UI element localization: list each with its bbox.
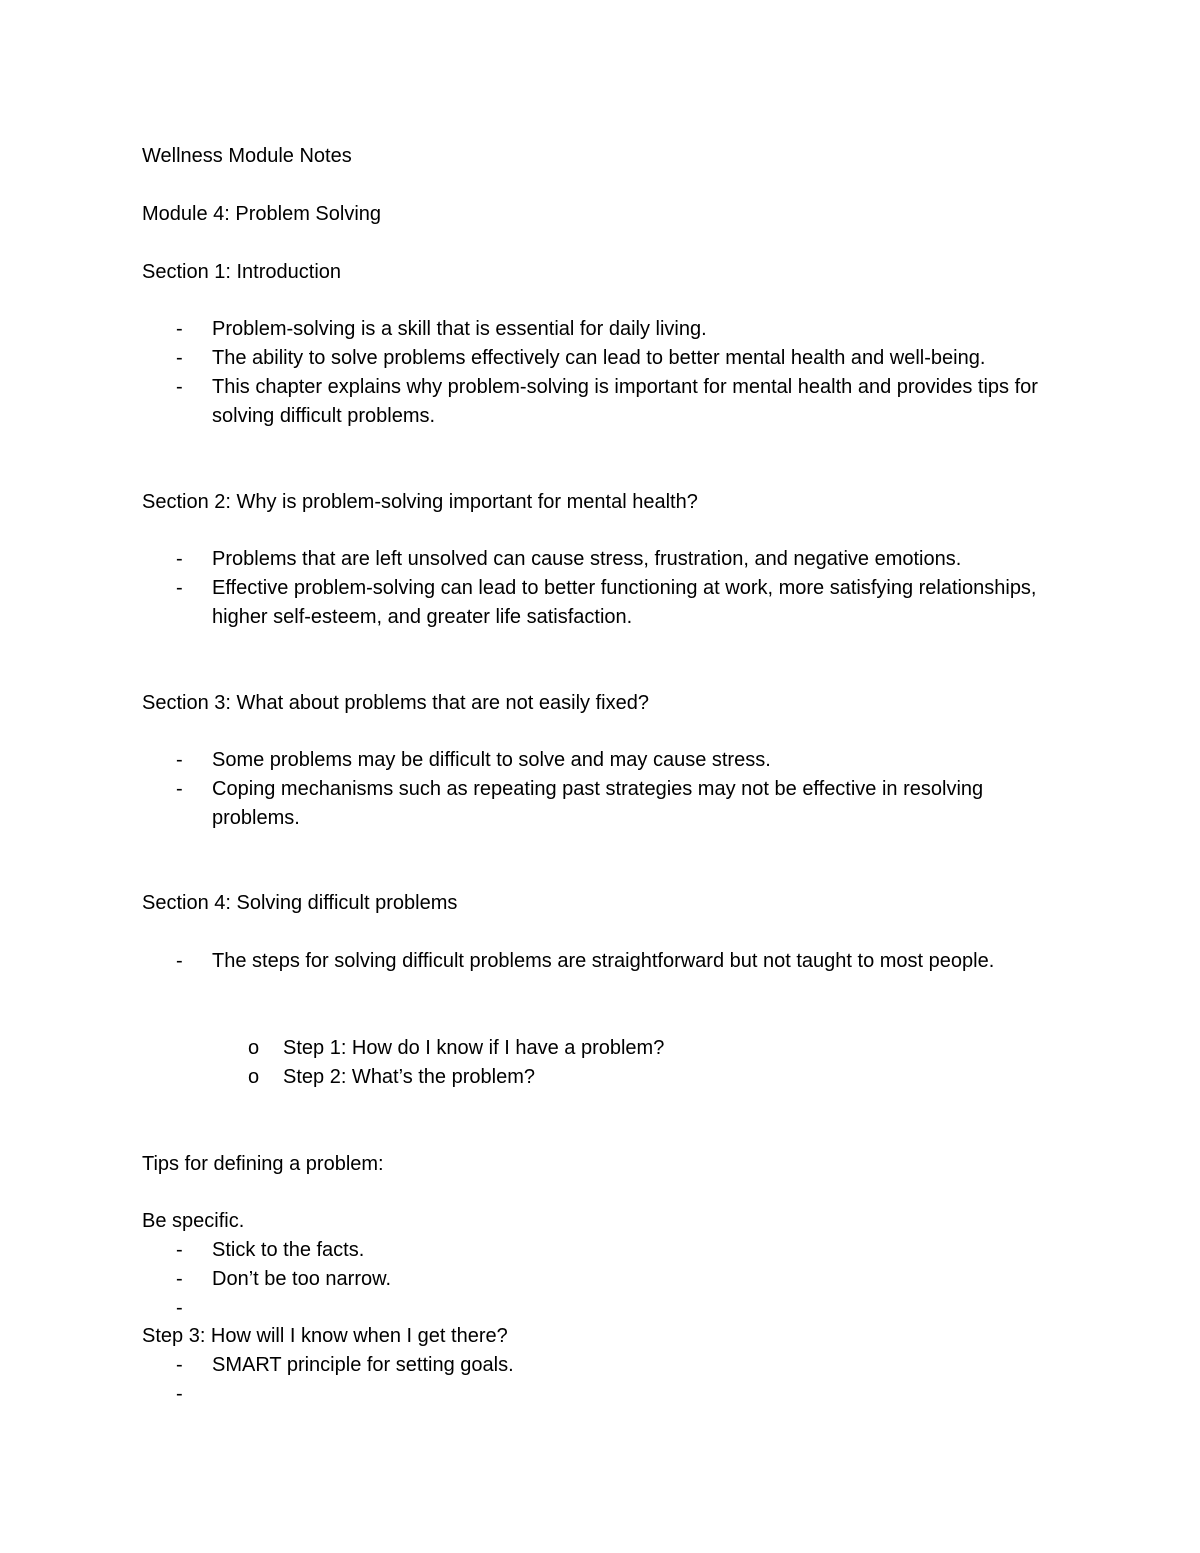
- section-2-heading: Section 2: Why is problem-solving important for mental health?: [142, 491, 698, 513]
- list-item-text: Coping mechanisms such as repeating past strategies may not be effective in resolving problems.: [212, 778, 984, 829]
- dash-bullet: -: [176, 1239, 183, 1261]
- list-item-text: Problem-solving is a skill that is essential for daily living.: [212, 318, 707, 340]
- step-3-heading: Step 3: How will I know when I get there?: [142, 1325, 508, 1347]
- dash-bullet: -: [176, 1383, 183, 1405]
- list-item-text: The ability to solve problems effectively can lead to better mental health and well-being.: [212, 347, 986, 369]
- list-item-text: The steps for solving difficult problems are straightforward but not taught to most people.: [212, 950, 995, 972]
- tips-subheading: Be specific.: [142, 1210, 245, 1232]
- list-item-text: SMART principle for setting goals.: [212, 1354, 514, 1376]
- dash-bullet: -: [176, 318, 183, 340]
- dash-bullet: -: [176, 1268, 183, 1290]
- list-item-text: Stick to the facts.: [212, 1239, 365, 1261]
- dash-bullet: -: [176, 778, 183, 800]
- dash-bullet: -: [176, 577, 183, 599]
- dash-bullet: -: [176, 347, 183, 369]
- list-item-text: This chapter explains why problem-solving is important for mental health and provides tips for solving difficult problems.: [212, 376, 1038, 427]
- list-item-text: Effective problem-solving can lead to better functioning at work, more satisfying relationships, higher self-esteem, and greater life satisfaction.: [212, 577, 1037, 628]
- section-1-heading: Section 1: Introduction: [142, 261, 342, 283]
- step-item-text: Step 2: What’s the problem?: [283, 1066, 535, 1088]
- dash-bullet: -: [176, 548, 183, 570]
- dash-bullet: -: [176, 749, 183, 771]
- dash-bullet: -: [176, 950, 183, 972]
- list-item-text: Problems that are left unsolved can cause stress, frustration, and negative emotions.: [212, 548, 962, 570]
- section-4-heading: Section 4: Solving difficult problems: [142, 892, 458, 914]
- document-title: Wellness Module Notes: [142, 145, 352, 167]
- tips-heading: Tips for defining a problem:: [142, 1153, 384, 1175]
- list-item-text: Some problems may be difficult to solve and may cause stress.: [212, 749, 771, 771]
- circle-bullet: o: [248, 1037, 260, 1059]
- step-item-text: Step 1: How do I know if I have a problem?: [283, 1037, 665, 1059]
- dash-bullet: -: [176, 1297, 183, 1319]
- list-item-text: Don’t be too narrow.: [212, 1268, 391, 1290]
- section-3-heading: Section 3: What about problems that are not easily fixed?: [142, 692, 649, 714]
- module-heading: Module 4: Problem Solving: [142, 203, 382, 225]
- dash-bullet: -: [176, 1354, 183, 1376]
- dash-bullet: -: [176, 376, 183, 398]
- circle-bullet: o: [248, 1066, 260, 1088]
